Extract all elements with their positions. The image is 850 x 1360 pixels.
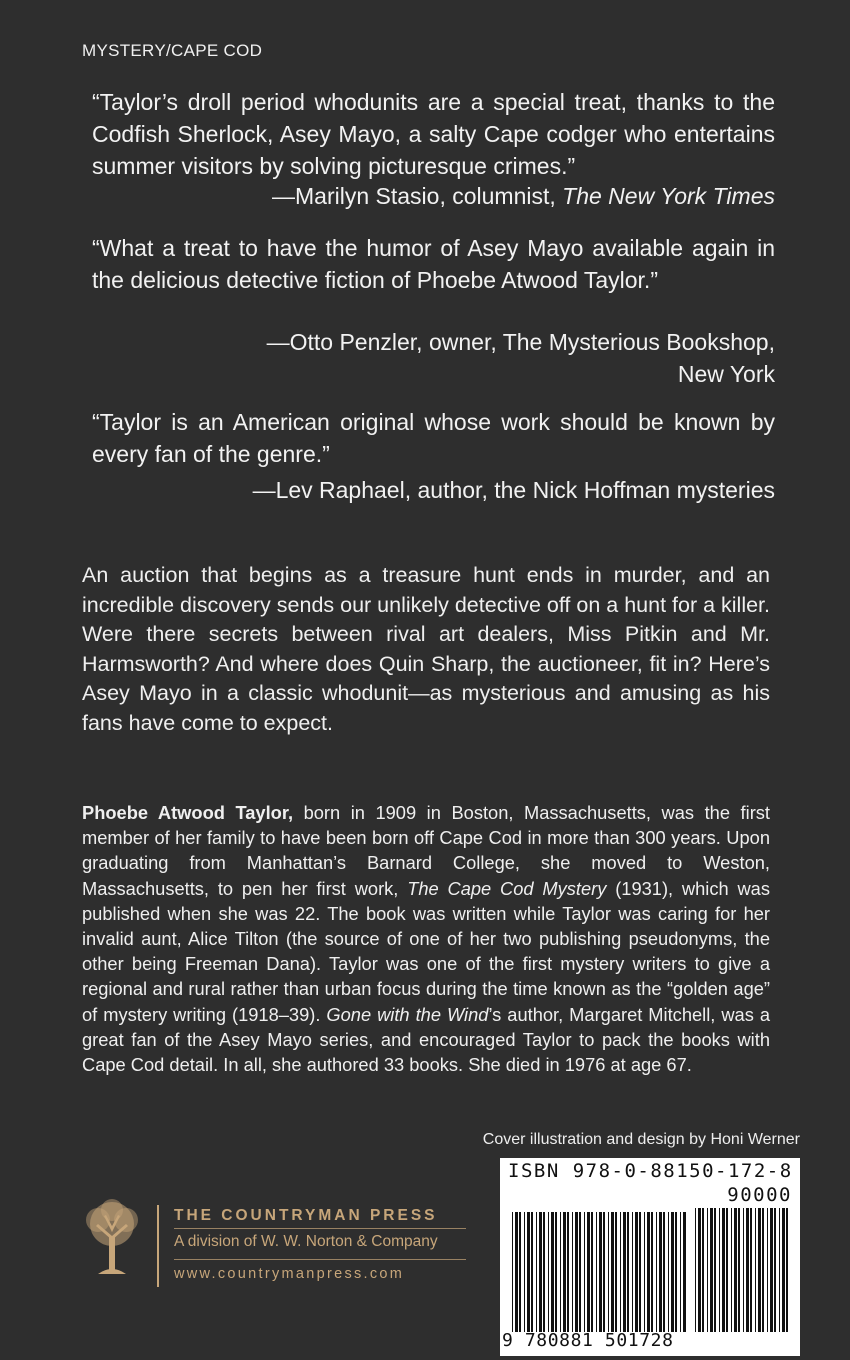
attribution-stasio [175,180,775,212]
attribution-raphael: —Lev Raphael, author, the Nick Hoffman mysteries [252,477,775,503]
barcode-bar [695,1208,696,1332]
bio-title-cape-cod-mystery: The Cape Cod Mystery [407,877,607,899]
author-bio [82,800,770,1077]
quote-penzler: “What a treat to have the humor of Asey Mayo available again in the delicious detective fiction of Phoebe Atwood Taylor.” [92,235,775,293]
barcode-bar [726,1208,728,1332]
barcode-bar [644,1212,645,1332]
attribution-penzler [175,326,775,390]
barcode-bar [663,1212,665,1332]
barcode-bar [587,1212,590,1332]
barcode-bar [782,1208,785,1332]
barcode-bar [743,1208,744,1332]
addon-barcode [695,1208,790,1332]
bio-text-3: ’s author, Margaret Mitchell, was a great fan of the Asey Mayo series, and encouraged Taylor to pack the books with Cape Cod detail. In all, she authored 33 books. She died in 1976 at age 67. [82,1003,770,1076]
publisher-name: THE COUNTRYMAN PRESS [174,1207,438,1224]
barcode-bar [656,1212,657,1332]
barcode-bar [608,1212,609,1332]
barcode-bar [738,1208,740,1332]
barcode-bar [560,1212,561,1332]
ean-barcode [512,1212,687,1332]
book-blurb: An auction that begins as a treasure hunt ends in murder, and an incredible discovery sends our unlikely detective off on a hunt for a killer. Were there secrets between rival art dealers, Miss Pitkin and Mr. Harmsworth? And where does Quin Sharp, the auctioneer, fit in? Here’s Asey Mayo in a classic whodunit—as mysterious and amusing as his fans have come to expect. [82,563,770,735]
barcode-bar [671,1212,674,1332]
publisher-division: A division of W. W. Norton & Company [174,1233,438,1250]
cover-credit: Cover illustration and design by Honi Werner [482,1131,800,1148]
barcode-bar [675,1212,677,1332]
barcode-bar [750,1208,752,1332]
barcode-bar [543,1212,545,1332]
barcode-bar [779,1208,780,1332]
barcode-bar [519,1212,521,1332]
barcode-bar [536,1212,537,1332]
barcode-bar [758,1208,761,1332]
bio-text-2: (1931), which was published when she was 22. The book was written while Taylor was caring for her invalid aunt, Alice Tilton (the source of one of her two publishing pseudonyms, the other being Freeman Dana). Taylor was one of the first mystery writers to give a regional and rural rather than urban focus during the time known as the “golden age” of mystery writing (1918–39). [82,877,770,1025]
category-label: MYSTERY/CAPE COD [82,41,263,60]
barcode-bar [579,1212,581,1332]
barcode-bar [639,1212,641,1332]
tree-logo-icon [78,1198,146,1282]
barcode-bar [615,1212,617,1332]
bio-title-gone-with-the-wind: Gone with the Wind [326,1003,489,1025]
barcode-bar [596,1212,597,1332]
barcode-bar [746,1208,749,1332]
attribution-penzler-line2: New York [677,361,775,387]
publisher-divider [157,1205,159,1287]
barcode-bar [731,1208,732,1332]
barcode-bar [591,1212,593,1332]
barcode-bar [702,1208,704,1332]
barcode-bar [762,1208,764,1332]
barcode-bar [512,1212,513,1332]
barcode-bar [651,1212,653,1332]
publisher-rule-bottom [174,1259,466,1260]
barcode-bar [635,1212,638,1332]
barcode-bar [719,1208,720,1332]
publisher-url: www.countrymanpress.com [174,1266,405,1282]
barcode-digits: 9 780881 501728 [502,1330,674,1351]
barcode-bar [683,1212,686,1332]
barcode-bar [659,1212,662,1332]
barcode-bar [515,1212,518,1332]
barcode-bar [567,1212,569,1332]
barcode-bar [668,1212,669,1332]
barcode-bar [774,1208,776,1332]
barcode-bar [603,1212,605,1332]
barcode-bar [734,1208,737,1332]
barcode-bar [632,1212,633,1332]
barcode-bar [707,1208,708,1332]
barcode-bar [563,1212,566,1332]
quote-stasio: “Taylor’s droll period whodunits are a special treat, thanks to the Codfish Sherlock, Asey Mayo, a salty Cape codger who entertains summer visitors by solving picturesque crimes.” [92,89,775,179]
barcode-bar [539,1212,542,1332]
barcode-bar [770,1208,773,1332]
bio-text-1: born in 1909 in Boston, Massachusetts, was the first member of her family to have been born off Cape Cod in more than 300 years. Upon graduating from Manhattan’s Barnard College, she moved to Weston, Massachusetts, to pen her first work, [82,802,770,899]
barcode-bar [710,1208,713,1332]
isbn-label: ISBN 978-0-88150-172-8 [508,1160,793,1182]
barcode-bar [698,1208,701,1332]
barcode-bar [531,1212,533,1332]
barcode-bar [680,1212,681,1332]
barcode-bar [555,1212,557,1332]
barcode-bar [755,1208,756,1332]
barcode-bar [527,1212,530,1332]
barcode-bar [627,1212,629,1332]
attribution-stasio-name: —Marilyn Stasio, columnist, [272,183,563,209]
barcode-bar [611,1212,614,1332]
attribution-stasio-publication: The New York Times [562,183,775,209]
barcode-bar [548,1212,549,1332]
quote-raphael: “Taylor is an American original whose work should be known by every fan of the genre.” [92,409,775,467]
barcode-bar [786,1208,788,1332]
barcode-bar [647,1212,650,1332]
attribution-penzler-line1: —Otto Penzler, owner, The Mysterious Bookshop, [266,329,775,355]
barcode-bar [767,1208,768,1332]
barcode-bar [551,1212,554,1332]
barcode-bar [575,1212,578,1332]
barcode-bar [599,1212,602,1332]
barcode-bar [620,1212,621,1332]
price-code: 90000 [727,1184,792,1206]
publisher-rule-top [174,1228,466,1229]
author-name: Phoebe Atwood Taylor, [82,802,294,823]
barcode-bar [623,1212,626,1332]
barcode-bar [722,1208,725,1332]
barcode-bar [524,1212,525,1332]
barcode-bar [714,1208,716,1332]
barcode-bar [572,1212,573,1332]
barcode-bar [584,1212,585,1332]
